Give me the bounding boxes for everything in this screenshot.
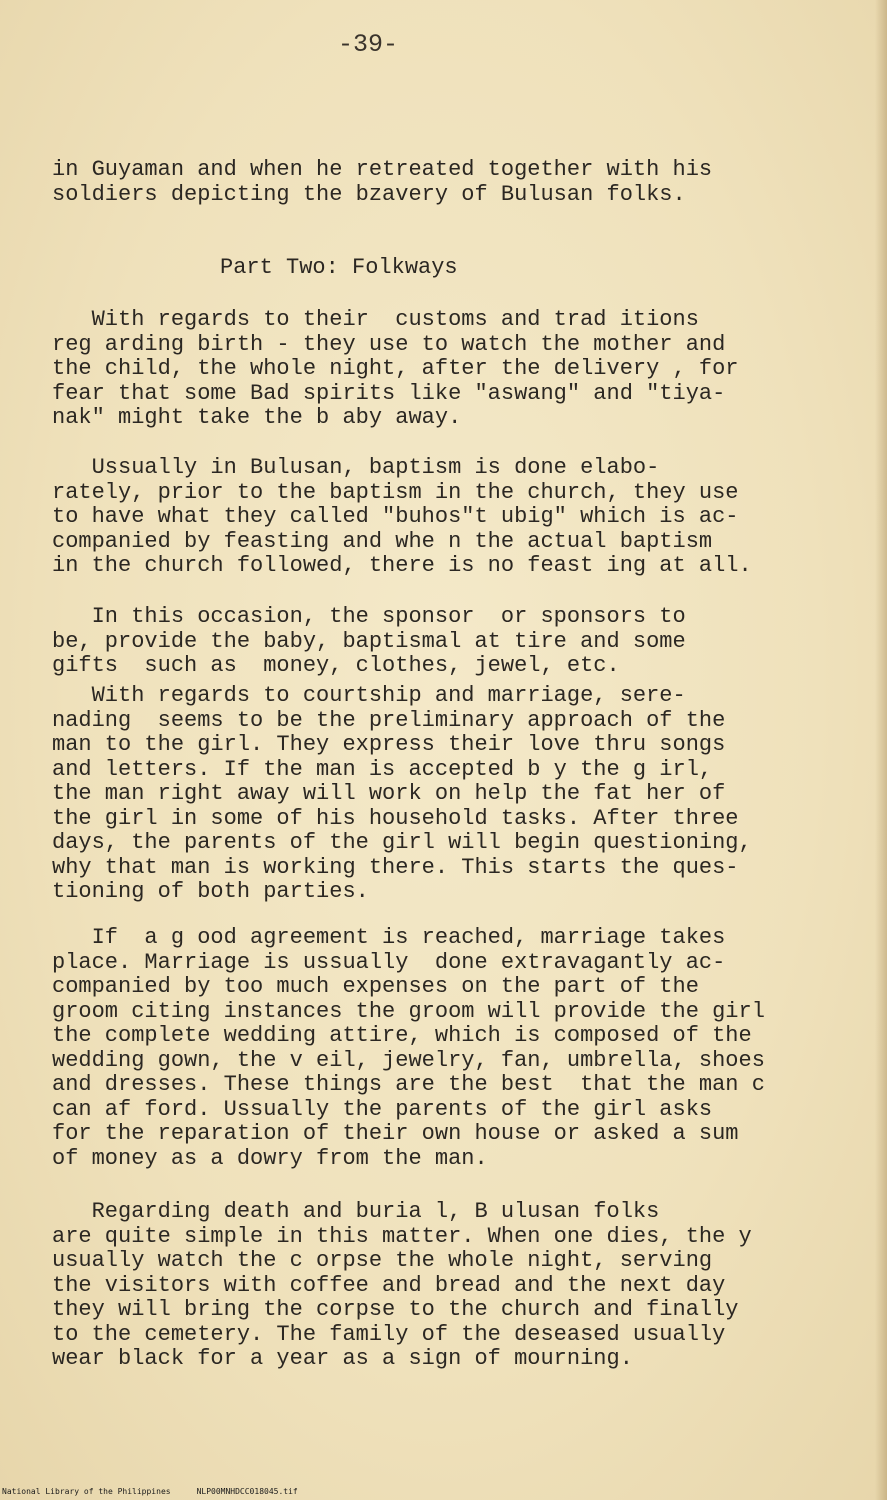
paragraph-sponsors: In this occasion, the sponsor or sponsors to be, provide the baby, baptismal at tire and some gifts such as money, clothes, jewel, etc.: [52, 604, 686, 678]
paragraph-birth: With regards to their customs and trad itions reg arding birth - they use to watch the mother and the child, the whole night, after the delivery , for fear that some Bad spirits like "aswang" and "tiya- nak" might take the b aby away.: [52, 307, 739, 430]
paragraph-death-burial: Regarding death and buria l, B ulusan folks are quite simple in this matter. When one dies, the y usually watch the c orpse the whole night, serving the visitors with coffee and bread and the next day they will bring the corpse to the church and finally to the cemetery. The family of the deseased usually wear black for a year as a sign of mourning.: [52, 1199, 752, 1371]
page-edge-shadow: [875, 0, 887, 1500]
page-number: -39-: [338, 30, 399, 59]
paragraph-courtship: With regards to courtship and marriage, sere- nading seems to be the preliminary approach of the man to the girl. They express their love thru songs and letters. If the man is accepted b y the g irl, the man right away will work on help the fat her of the girl in some of his household tasks. After three days, the parents of the girl will begin questioning, why that man is working there. This starts the ques- tioning of both parties.: [52, 683, 752, 904]
paragraph-marriage: If a g ood agreement is reached, marriage takes place. Marriage is ussually done extravagantly ac- companied by too much expenses on the part of the groom citing instances the groom will provide the girl the complete wedding attire, which is composed of the wedding gown, the v eil, jewelry, fan, umbrella, shoes and dresses. These things are the best that the man c can af ford. Ussually the parents of the girl asks for the reparation of their own house or asked a sum of money as a dowry from the man.: [52, 925, 765, 1171]
section-heading: Part Two: Folkways: [220, 255, 458, 280]
footer-library: National Library of the Philippines: [2, 1487, 171, 1496]
paragraph-intro: in Guyaman and when he retreated together with his soldiers depicting the bzavery of Bulusan folks.: [52, 157, 713, 207]
footer-filename: NLP00MNHDCC018045.tif: [196, 1487, 298, 1496]
paragraph-baptism: Ussually in Bulusan, baptism is done elabo- rately, prior to the baptism in the church, they use to have what they called "buhos"t ubig" which is ac- companied by feasting and whe n the actual baptism in the church followed, there is no feast ing at all.: [52, 455, 752, 578]
scan-footer: [2, 1487, 324, 1496]
